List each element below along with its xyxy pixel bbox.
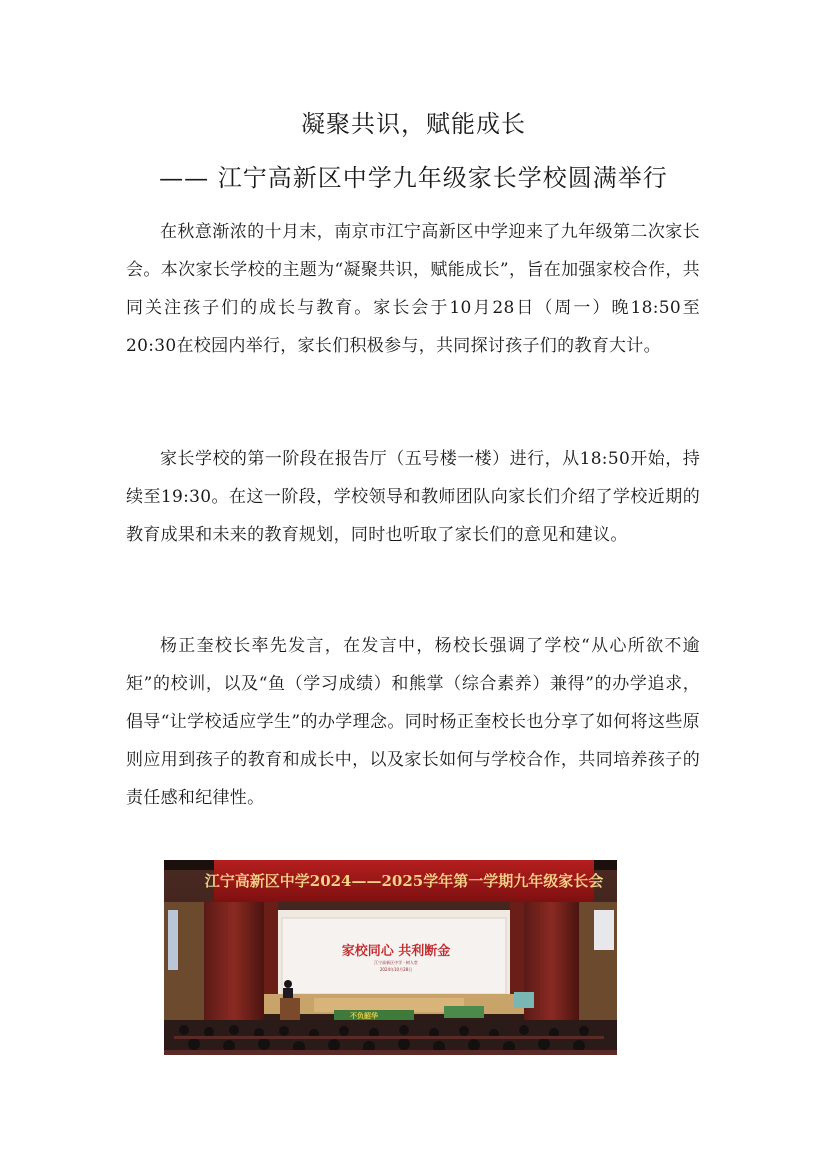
- podium-sign: 不负韶华: [350, 1012, 378, 1020]
- paragraph-intro: 在秋意渐浓的十月末，南京市江宁高新区中学迎来了九年级第二次家长会。本次家长学校的主题为“凝聚共识，赋能成长”，旨在加强家校合作，共同关注孩子们的成长与教育。家长会于10月28日（周一）晚18:50至20:30在校园内举行，家长们积极参与，共同探讨孩子们的教育大计。: [126, 222, 700, 356]
- paragraph-principal-speech: 杨正奎校长率先发言，在发言中，杨校长强调了学校“从心所欲不逾矩”的校训，以及“鱼（学习成绩）和熊掌（综合素养）兼得”的办学追求，倡导“让学校适应学生”的办学理念。同时杨正奎校长也分享了如何将这些原则应用到孩子的教育和成长中，以及家长如何与学校合作，共同培养孩子的责任感和纪律性。: [126, 636, 700, 808]
- screen-title: 家校同心 共利断金: [341, 944, 451, 959]
- article-title: 凝聚共识，赋能成长: [301, 110, 526, 138]
- article-subtitle: —— 江宁高新区中学九年级家长学校圆满举行: [159, 164, 668, 192]
- event-photo: [164, 860, 617, 1055]
- paragraph-stage-one: 家长学校的第一阶段在报告厅（五号楼一楼）进行，从18:50开始，持续至19:30。在这一阶段，学校领导和教师团队向家长们介绍了学校近期的教育成果和未来的教育规划，同时也听取了家长们的意见和建议。: [126, 449, 700, 545]
- banner-text: 江宁高新区中学2024——2025学年第一学期九年级家长会: [204, 872, 604, 890]
- screen-line-1: 江宁高新区中学 · 树人堂: [374, 960, 418, 965]
- screen-line-2: 2024年10月28日: [379, 967, 413, 972]
